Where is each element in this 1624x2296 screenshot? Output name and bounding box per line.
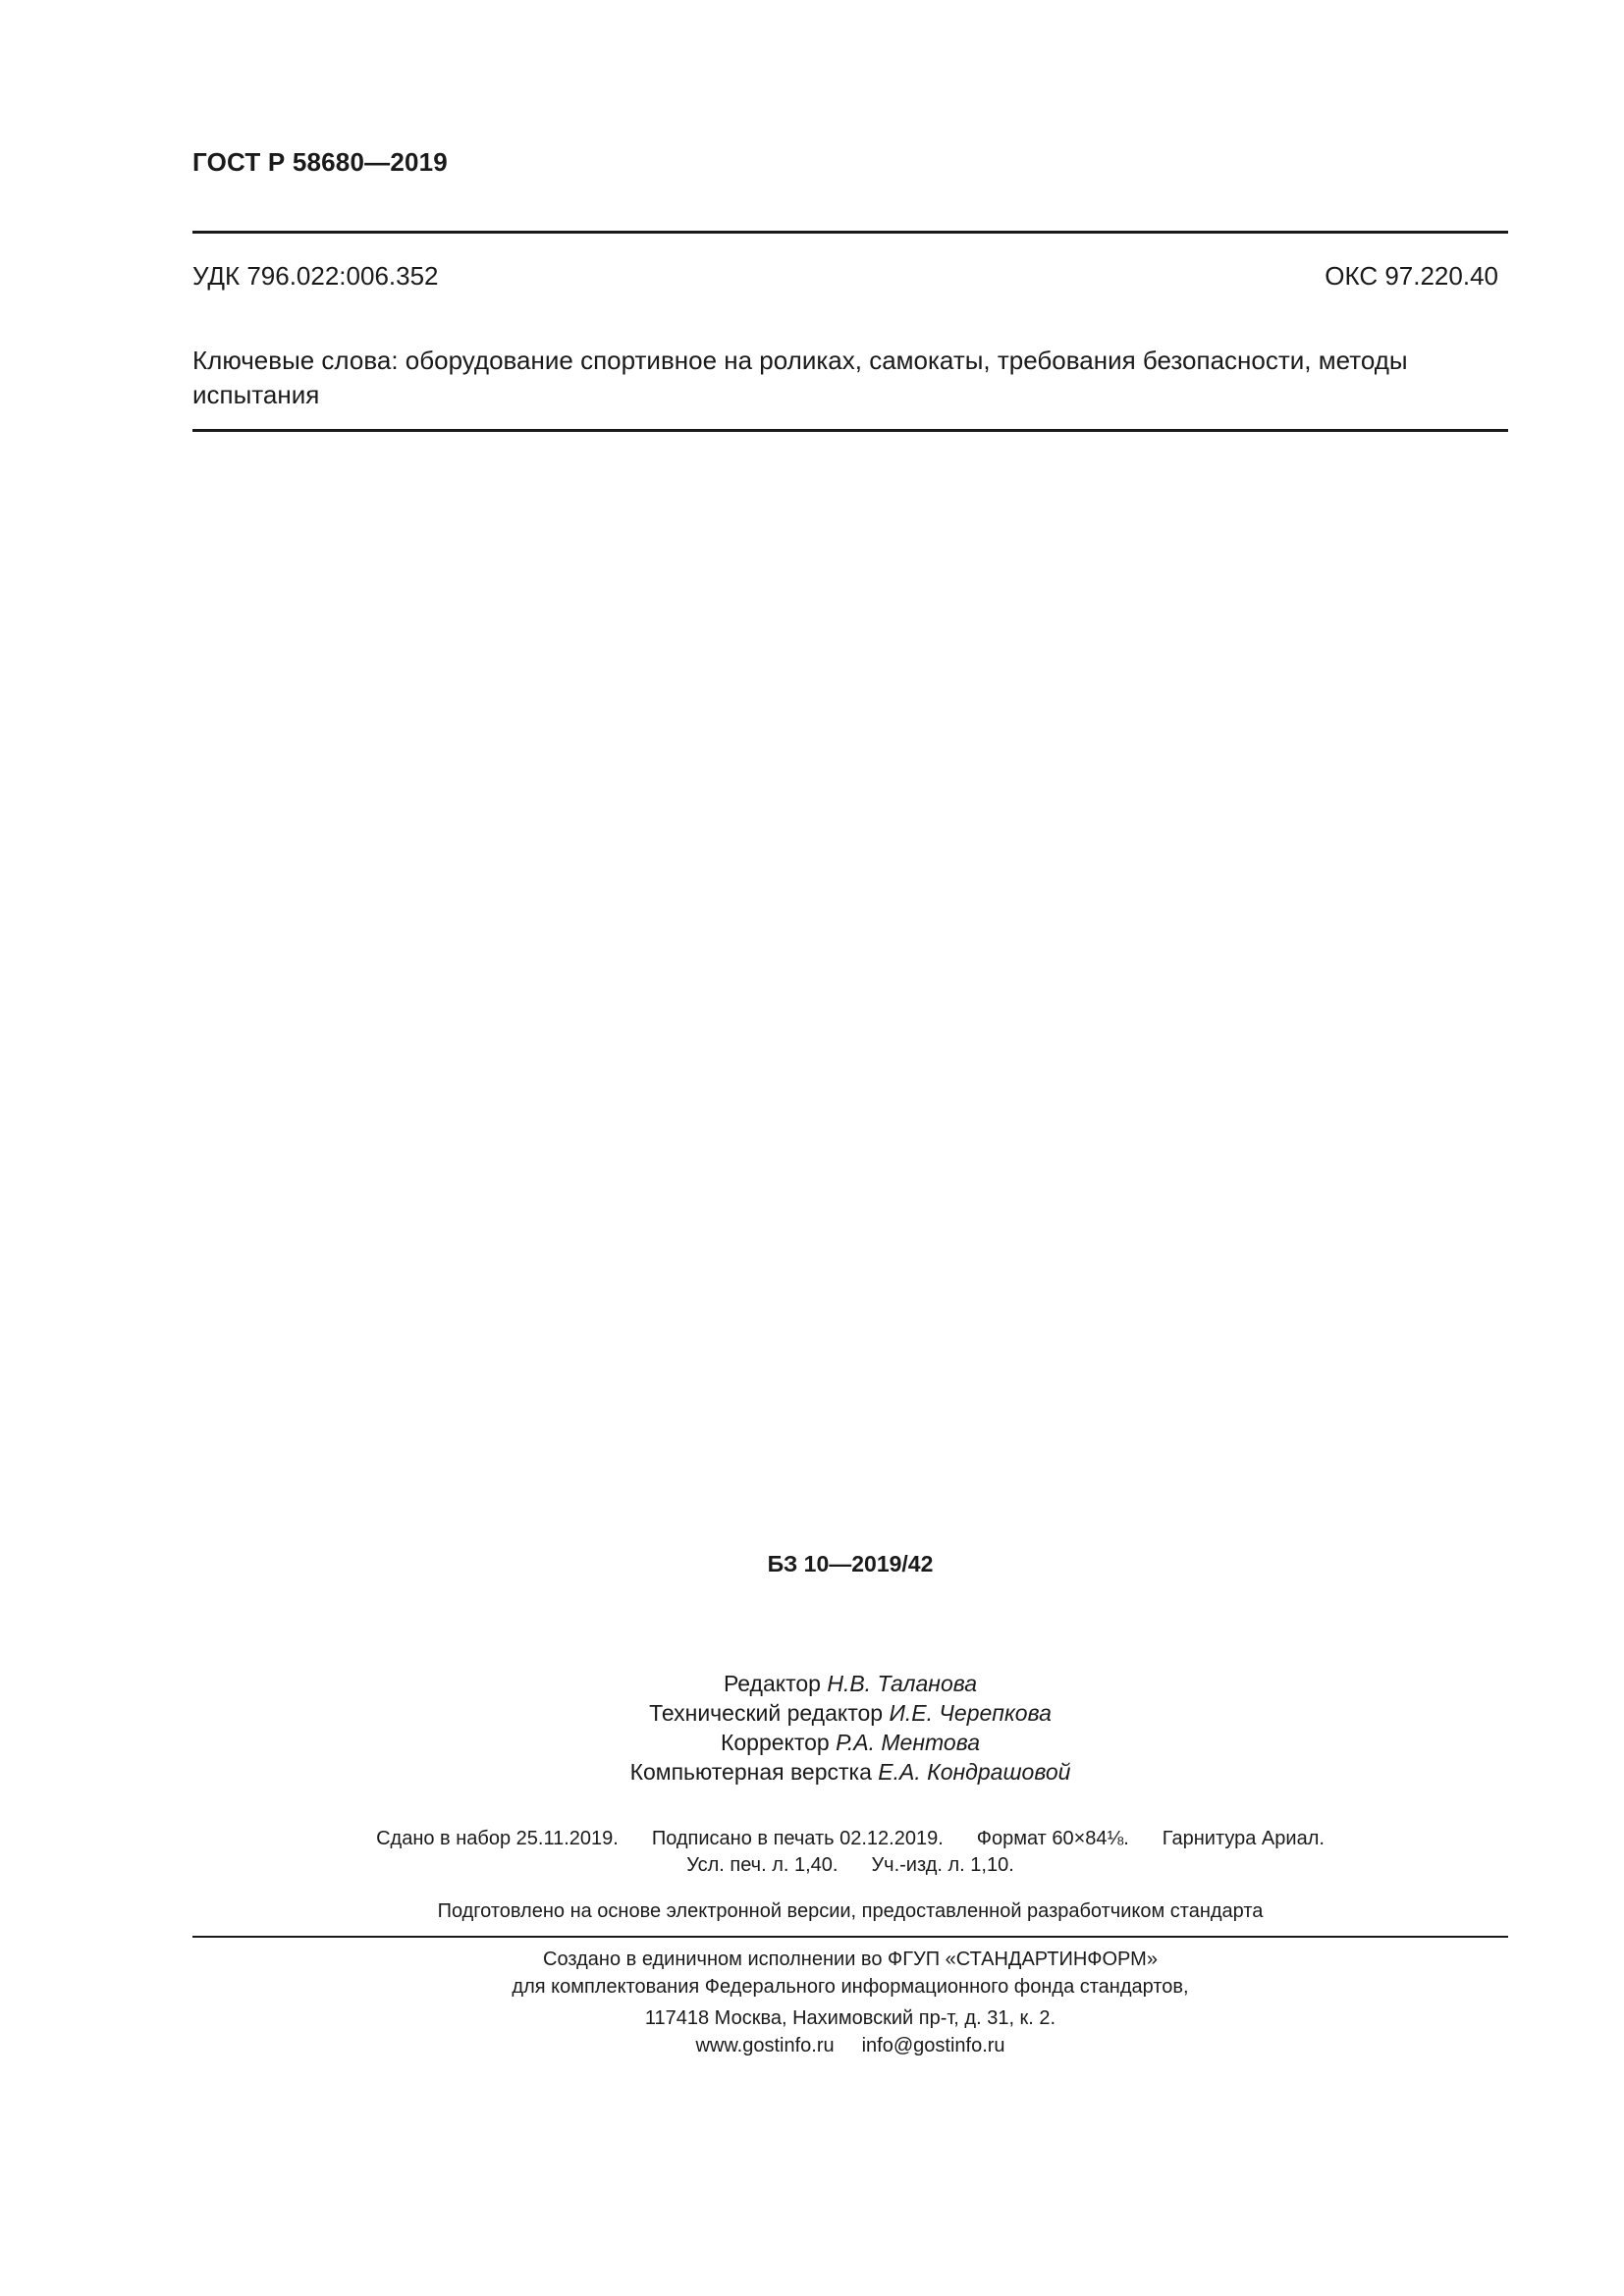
- credit-role: Технический редактор: [649, 1700, 884, 1726]
- credit-role: Компьютерная верстка: [629, 1759, 872, 1785]
- credit-person: Н.В. Таланова: [827, 1671, 978, 1696]
- publisher-sheets: Уч.-изд. л. 1,10.: [871, 1854, 1014, 1876]
- created-line-2: для комплектования Федерального информационного фонда стандартов,: [512, 1976, 1189, 1998]
- keywords-divider: [192, 429, 1508, 432]
- credit-person: И.Е. Черепкова: [889, 1700, 1052, 1726]
- credit-person: Р.А. Ментова: [836, 1730, 980, 1755]
- typeface: Гарнитура Ариал.: [1162, 1828, 1325, 1849]
- print-info-line1: [192, 1826, 1508, 1852]
- print-info: [192, 1826, 1508, 1879]
- publisher-links: [192, 2032, 1508, 2059]
- credits: [192, 1669, 1508, 1787]
- bottom-divider: [192, 1936, 1508, 1938]
- created-line-1: Создано в единичном исполнении во ФГУП «СТАНДАРТИНФОРМ»: [543, 1949, 1158, 1970]
- credit-corrector: [192, 1728, 1508, 1757]
- oks-code: ОКС 97.220.40: [1325, 261, 1498, 291]
- print-info-line2: [192, 1852, 1508, 1879]
- submitted-date: Сдано в набор 25.11.2019.: [376, 1828, 619, 1849]
- top-divider: [192, 231, 1508, 234]
- prepared-note: Подготовлено на основе электронной версии, предоставленной разработчиком стандарта: [437, 1900, 1264, 1922]
- bz-number: БЗ 10—2019/42: [767, 1551, 934, 1576]
- keywords: Ключевые слова: оборудование спортивное на роликах, самокаты, требования безопасности, методы испытания: [192, 346, 1408, 409]
- credit-layout: [192, 1757, 1508, 1787]
- signed-date: Подписано в печать 02.12.2019.: [651, 1828, 944, 1849]
- publisher-contacts: [192, 2004, 1508, 2059]
- credit-role: Корректор: [720, 1730, 830, 1755]
- email-link[interactable]: info@gostinfo.ru: [861, 2035, 1005, 2056]
- credit-editor: [192, 1669, 1508, 1698]
- created-note: [192, 1946, 1508, 2001]
- udk-code: УДК 796.022:006.352: [192, 261, 439, 291]
- credit-tech-editor: [192, 1698, 1508, 1728]
- publisher-address: 117418 Москва, Нахимовский пр-т, д. 31, к. 2.: [644, 2007, 1056, 2029]
- paper-format: Формат 60×84⅛.: [976, 1828, 1129, 1849]
- credit-person: Е.А. Кондрашовой: [878, 1759, 1071, 1785]
- print-sheets: Усл. печ. л. 1,40.: [686, 1854, 839, 1876]
- website-link[interactable]: www.gostinfo.ru: [695, 2035, 835, 2056]
- document-code: ГОСТ Р 58680—2019: [192, 147, 448, 177]
- credit-role: Редактор: [723, 1671, 821, 1696]
